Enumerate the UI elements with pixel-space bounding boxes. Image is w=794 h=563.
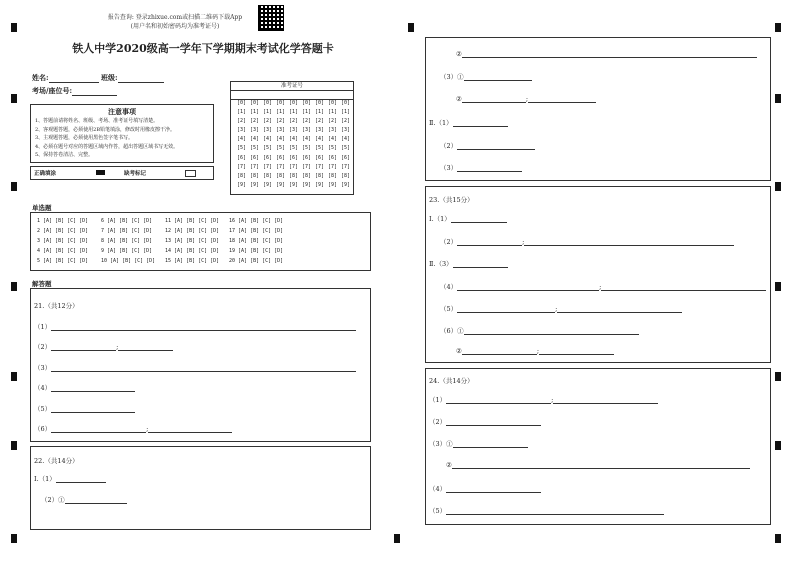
exam-id-bubble[interactable]: [0] [340,100,351,106]
exam-id-bubble[interactable]: [2] [314,118,325,125]
exam-id-bubble[interactable]: [6] [262,154,273,161]
timing-mark [775,94,781,103]
exam-id-bubble[interactable]: [1] [236,109,247,116]
exam-id-bubble[interactable]: [7] [275,163,286,170]
correct-fill-label: 正确填涂 [34,171,57,177]
exam-id-bubble[interactable]: [2] [301,118,312,125]
notes-box [30,104,214,163]
note-item: 5、保持答卷清洁、完整。 [35,152,94,158]
answers-section-title: 解答题 [32,280,52,288]
mc-question[interactable]: 12 [A] [B] [C] [D] [165,228,220,234]
report-hint [100,12,250,30]
exam-id-bubble[interactable]: [4] [262,136,273,143]
mc-question[interactable]: 10 [A] [B] [C] [D] [101,258,156,264]
timing-mark [775,534,781,543]
exam-id-bubble[interactable]: [4] [327,136,338,143]
exam-id-bubble[interactable]: [3] [262,127,273,134]
q22-II-2[interactable]: （2） [440,141,535,150]
filled-bubble-icon [96,170,105,175]
q22-II-3[interactable]: （3） [440,163,522,172]
timing-mark [775,441,781,450]
exam-id-bubble[interactable]: [6] [288,154,299,161]
note-item: 3、主观题答题，必须使用黑色签字笔书写。 [35,135,134,141]
mc-question[interactable]: 2 [A] [B] [C] [D] [37,228,89,234]
exam-id-bubble[interactable]: [8] [236,172,247,179]
hint-line-1: 报告查询: 登录zhixue.com或扫描二维码下载App [107,14,243,21]
exam-id-bubble[interactable]: [1] [314,109,325,116]
mc-question[interactable]: 19 [A] [B] [C] [D] [229,248,284,254]
exam-id-bubble[interactable]: [3] [314,127,325,134]
mc-box [30,212,371,271]
exam-id-bubble[interactable]: [6] [249,154,260,161]
exam-id-bubble[interactable]: [0] [288,100,299,106]
exam-id-bubble[interactable]: [9] [340,181,351,188]
q24-part-5[interactable]: （5） [429,506,664,515]
mc-section-title: 单选题 [32,204,52,212]
exam-id-bubble[interactable]: [9] [275,181,286,188]
exam-id-bubble[interactable]: [1] [288,109,299,116]
q22-part-2b[interactable]: ② [456,50,757,58]
q23-I-1[interactable]: Ⅰ.（1） [429,214,507,223]
fill-legend [30,166,214,180]
q23-I-2[interactable]: （2） ; [440,237,734,246]
exam-id-bubble[interactable]: [5] [249,145,260,152]
timing-mark [11,182,17,191]
mc-question[interactable]: 7 [A] [B] [C] [D] [101,228,153,234]
mc-question[interactable]: 1 [A] [B] [C] [D] [37,218,89,224]
exam-id-bubble[interactable]: [8] [340,172,351,179]
q22-part-3a[interactable]: （3）① [440,72,532,81]
exam-id-bubble[interactable]: [5] [327,145,338,152]
exam-id-bubble[interactable]: [9] [327,181,338,188]
q21-part-4[interactable]: （4） [34,383,135,392]
exam-id-bubble[interactable]: [0] [236,100,247,106]
q21-box [30,288,371,442]
mc-question[interactable]: 6 [A] [B] [C] [D] [101,218,153,224]
exam-id-bubble[interactable]: [2] [236,118,247,125]
q23-part-6a[interactable]: （6）① [440,326,639,335]
timing-mark [11,282,17,291]
q23-box [425,186,771,363]
exam-id-bubble[interactable]: [3] [301,127,312,134]
room-label: 考场/座位号: [32,86,73,95]
exam-id-bubble[interactable]: [8] [275,172,286,179]
mc-question[interactable]: 18 [A] [B] [C] [D] [229,238,284,244]
exam-id-bubble[interactable]: [1] [327,109,338,116]
exam-id-bubble[interactable]: [5] [340,145,351,152]
q24-part-3b[interactable]: ② [446,461,750,469]
exam-id-bubble[interactable]: [0] [327,100,338,106]
exam-id-bubble[interactable]: [3] [288,127,299,134]
exam-id-bubble[interactable]: [5] [262,145,273,152]
timing-mark [775,182,781,191]
q23-part-4[interactable]: （4） ; [440,282,766,291]
exam-id-bubble[interactable]: [9] [262,181,273,188]
timing-mark [775,372,781,381]
exam-id-bubble[interactable]: [2] [275,118,286,125]
timing-mark [11,534,17,543]
exam-id-bubble[interactable]: [5] [275,145,286,152]
exam-id-bubble[interactable]: [0] [314,100,325,106]
exam-id-bubble[interactable]: [5] [314,145,325,152]
exam-id-bubble[interactable]: [8] [288,172,299,179]
q23-II-3[interactable]: Ⅱ.（3） [429,259,508,268]
exam-id-column[interactable] [300,99,313,190]
q21-part-5[interactable]: （5） [34,404,135,413]
exam-id-column[interactable] [248,99,261,190]
exam-id-bubble[interactable]: [2] [288,118,299,125]
q24-title: 24.（共14分） [429,377,474,385]
q21-title: 21.（共12分） [34,302,79,310]
exam-id-bubble[interactable]: [1] [301,109,312,116]
exam-id-bubble[interactable]: [2] [340,118,351,125]
exam-id-bubble[interactable]: [3] [340,127,351,134]
exam-id-bubble[interactable]: [7] [236,163,247,170]
name-field[interactable] [32,73,164,83]
q23-part-5[interactable]: （5） ; [440,304,682,313]
exam-id-bubble[interactable]: [1] [262,109,273,116]
exam-id-bubble[interactable]: [4] [340,136,351,143]
q21-part-2[interactable]: （2） ; [34,342,173,351]
exam-id-bubble[interactable]: [5] [236,145,247,152]
exam-id-bubble[interactable]: [1] [249,109,260,116]
exam-id-bubble[interactable]: [6] [301,154,312,161]
timing-mark [11,372,17,381]
exam-id-bubble[interactable]: [0] [262,100,273,106]
q21-part-6[interactable]: （6） ; [34,424,232,433]
exam-id-column[interactable] [287,99,300,190]
exam-id-bubble[interactable]: [8] [314,172,325,179]
exam-id-bubble[interactable]: [0] [275,100,286,106]
exam-id-column[interactable] [235,99,248,190]
exam-id-bubble[interactable]: [9] [301,181,312,188]
exam-id-bubble[interactable]: [5] [301,145,312,152]
note-item: 2、客观题答题，必须使用2B铅笔填涂，修改时用橡皮擦干净。 [35,126,176,133]
q22-part-3b[interactable]: ② ; [456,95,596,103]
exam-id-bubble[interactable]: [3] [327,127,338,134]
exam-id-bubble[interactable]: [7] [340,163,351,170]
mc-question[interactable]: 16 [A] [B] [C] [D] [229,218,284,224]
exam-id-bubble[interactable]: [3] [275,127,286,134]
exam-id-bubble[interactable]: [1] [340,109,351,116]
timing-mark [11,441,17,450]
timing-mark [11,23,17,32]
exam-id-bubble[interactable]: [4] [288,136,299,143]
exam-id-bubble[interactable]: [6] [236,154,247,161]
notes-title: 注意事项 [108,107,136,116]
exam-id-bubble[interactable]: [4] [301,136,312,143]
exam-id-bubble[interactable]: [5] [288,145,299,152]
mc-question[interactable]: 11 [A] [B] [C] [D] [165,218,220,224]
exam-id-column[interactable] [261,99,274,190]
absent-mark-label: 缺考标记 [124,171,147,177]
exam-id-column[interactable] [274,99,287,190]
timing-mark [11,94,17,103]
exam-id-bubble[interactable]: [7] [249,163,260,170]
page-title: 铁人中学2020级高一学年下学期期末考试化学答题卡 [72,42,334,55]
q22-box [30,446,371,530]
qr-code-icon [258,5,284,31]
exam-id-bubble[interactable]: [9] [314,181,325,188]
exam-id-bubble[interactable]: [4] [249,136,260,143]
mc-question[interactable]: 5 [A] [B] [C] [D] [37,258,89,264]
absent-mark-box[interactable] [185,170,196,177]
timing-mark [408,23,414,32]
q22-title: 22.（共14分） [34,457,79,465]
exam-id-bubble[interactable]: [8] [249,172,260,179]
exam-id-bubble[interactable]: [2] [249,118,260,125]
exam-id-bubble[interactable]: [1] [275,109,286,116]
exam-id-bubble[interactable]: [7] [314,163,325,170]
exam-id-bubble[interactable]: [6] [275,154,286,161]
exam-id-bubble[interactable]: [2] [262,118,273,125]
mc-question[interactable]: 4 [A] [B] [C] [D] [37,248,89,254]
exam-id-bubble[interactable]: [0] [301,100,312,106]
mc-question[interactable]: 15 [A] [B] [C] [D] [165,258,220,264]
exam-id-box [230,81,354,195]
q22-part-1[interactable]: Ⅰ.（1） [34,474,106,483]
timing-mark [775,282,781,291]
mc-question[interactable]: 8 [A] [B] [C] [D] [101,238,153,244]
exam-id-bubble[interactable]: [6] [314,154,325,161]
exam-id-bubble[interactable]: [9] [249,181,260,188]
mc-question[interactable]: 13 [A] [B] [C] [D] [165,238,220,244]
mc-question[interactable]: 17 [A] [B] [C] [D] [229,228,284,234]
mc-question[interactable]: 9 [A] [B] [C] [D] [101,248,153,254]
exam-id-bubble[interactable]: [9] [236,181,247,188]
exam-id-bubble[interactable]: [7] [301,163,312,170]
q21-part-1[interactable]: （1） [34,322,356,331]
exam-id-column[interactable] [313,99,326,190]
exam-id-bubble[interactable]: [3] [249,127,260,134]
q22-part-2[interactable]: （2）① [41,495,127,504]
exam-id-bubble[interactable]: [6] [340,154,351,161]
exam-id-bubble[interactable]: [7] [288,163,299,170]
mc-question[interactable]: 14 [A] [B] [C] [D] [165,248,220,254]
q22-II-1[interactable]: Ⅱ.（1） [429,118,508,127]
q21-part-3[interactable]: （3） [34,363,356,372]
exam-id-bubble[interactable]: [3] [236,127,247,134]
q24-part-3a[interactable]: （3）① [429,439,528,448]
q22-continued-box [425,37,771,181]
name-label: 姓名: [32,73,49,82]
class-label: 班级: [101,73,118,82]
exam-id-label: 准考证号 [231,82,353,91]
q23-part-6b[interactable]: ② ; [456,347,614,355]
exam-id-bubble[interactable]: [8] [301,172,312,179]
timing-mark [394,534,400,543]
exam-id-bubble[interactable]: [6] [327,154,338,161]
timing-mark [775,23,781,32]
exam-id-bubble[interactable]: [4] [275,136,286,143]
mc-question[interactable]: 3 [A] [B] [C] [D] [37,238,89,244]
q24-part-4[interactable]: （4） [429,484,541,493]
q24-part-1[interactable]: （1） ; [429,395,658,404]
exam-id-bubble[interactable]: [8] [327,172,338,179]
exam-id-bubble[interactable]: [2] [327,118,338,125]
q23-title: 23.（共15分） [429,196,474,204]
exam-id-bubble[interactable]: [7] [327,163,338,170]
exam-id-bubble[interactable]: [4] [314,136,325,143]
mc-question[interactable]: 20 [A] [B] [C] [D] [229,258,284,264]
exam-id-column[interactable] [339,99,352,190]
hint-line-2: (用户名和初始密码均为准考证号) [130,23,220,30]
exam-id-bubble[interactable]: [7] [262,163,273,170]
exam-id-bubble[interactable]: [8] [262,172,273,179]
note-item: 4、必须在题号对应的答题区域内作答，超出答题区域书写无效。 [35,143,179,150]
exam-id-bubble[interactable]: [0] [249,100,260,106]
exam-id-bubble[interactable]: [9] [288,181,299,188]
q24-box [425,368,771,525]
q24-part-2[interactable]: （2） [429,417,541,426]
exam-id-bubble[interactable]: [4] [236,136,247,143]
note-item: 1、答题前请将姓名、班级、考场、准考证号填写清楚。 [35,118,159,124]
room-field[interactable] [32,86,117,96]
exam-id-column[interactable] [326,99,339,190]
